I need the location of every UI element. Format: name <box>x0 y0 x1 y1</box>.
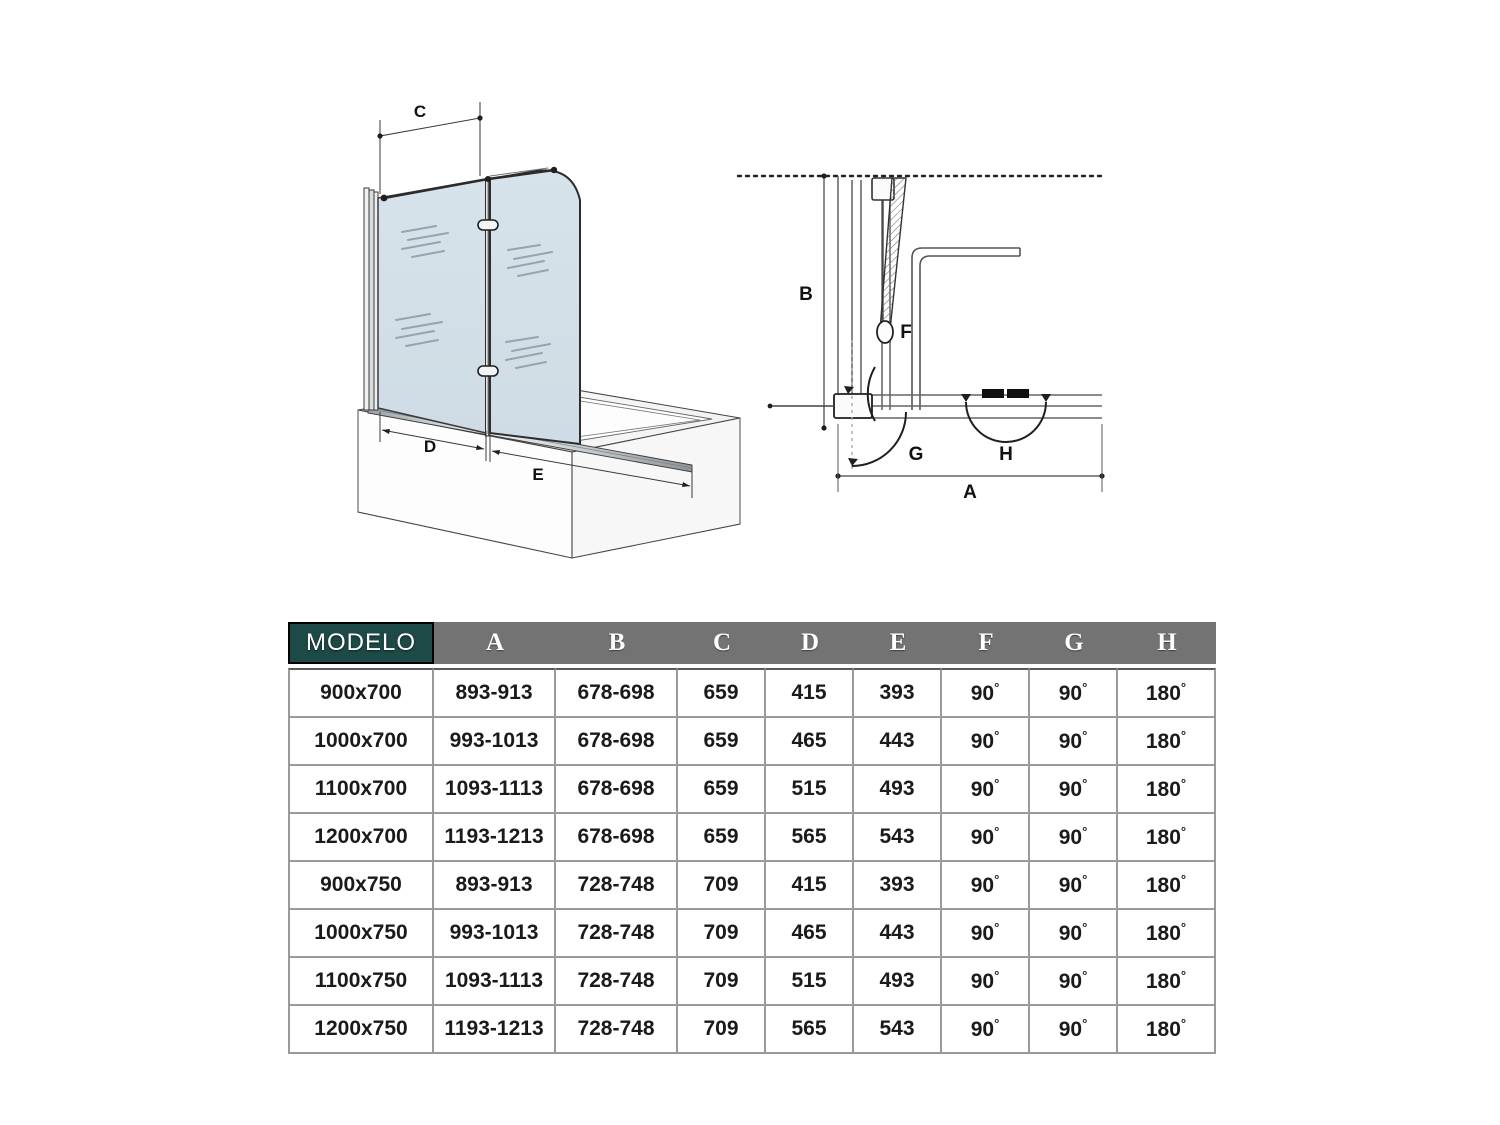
cell-g <box>1030 668 1118 718</box>
cell-h <box>1118 862 1216 910</box>
cell-e: 543 <box>854 814 942 862</box>
angle-value: 90 <box>970 778 995 801</box>
degree-symbol: ° <box>1180 872 1187 887</box>
angle-value: 90 <box>1058 730 1083 753</box>
cell-f <box>942 766 1030 814</box>
table-row <box>288 718 1216 766</box>
cell-g <box>1030 718 1118 766</box>
column-header-g: G <box>1030 622 1118 664</box>
column-header-e: E <box>854 622 942 664</box>
degree-symbol: ° <box>1082 1016 1088 1031</box>
dimension-label-a: A <box>963 482 977 503</box>
cell-c: 659 <box>678 718 766 766</box>
open-glass-leaf <box>912 248 1020 410</box>
degree-symbol: ° <box>1180 680 1187 695</box>
degree-symbol: ° <box>1180 920 1187 935</box>
cell-c: 709 <box>678 910 766 958</box>
cell-d: 515 <box>766 958 854 1006</box>
cell-b: 728-748 <box>556 1006 678 1054</box>
cell-h <box>1118 910 1216 958</box>
degree-symbol: ° <box>1082 728 1088 743</box>
cell-modelo: 1100x750 <box>288 958 434 1006</box>
cell-g <box>1030 910 1118 958</box>
degree-symbol: ° <box>1082 824 1088 839</box>
angle-arc-g <box>848 412 906 466</box>
angle-value: 180 <box>1145 970 1181 993</box>
cell-d: 515 <box>766 766 854 814</box>
perspective-view-drawing <box>340 80 760 560</box>
glass-panel-right <box>490 170 580 444</box>
cell-c: 659 <box>678 766 766 814</box>
cell-a: 1193-1213 <box>434 1006 556 1054</box>
cell-e: 393 <box>854 668 942 718</box>
cell-f <box>942 814 1030 862</box>
dimension-c <box>377 102 482 194</box>
cell-b: 678-698 <box>556 718 678 766</box>
angle-value: 90 <box>1058 682 1083 705</box>
wall-profile <box>364 188 378 410</box>
angle-value: 90 <box>1058 970 1083 993</box>
degree-symbol: ° <box>994 776 1000 791</box>
cell-h <box>1118 668 1216 718</box>
degree-symbol: ° <box>994 680 1000 695</box>
degree-symbol: ° <box>1180 1016 1187 1031</box>
degree-symbol: ° <box>1180 968 1187 983</box>
table-row <box>288 1006 1216 1054</box>
cell-g <box>1030 814 1118 862</box>
cell-d: 465 <box>766 718 854 766</box>
cell-h <box>1118 1006 1216 1054</box>
cell-f <box>942 1006 1030 1054</box>
cell-h <box>1118 958 1216 1006</box>
cell-f <box>942 718 1030 766</box>
cell-c: 659 <box>678 814 766 862</box>
table-header-row <box>288 622 1216 664</box>
vertical-rails <box>838 176 890 410</box>
cell-b: 728-748 <box>556 910 678 958</box>
cell-e: 443 <box>854 910 942 958</box>
hinge-lower <box>478 366 498 376</box>
column-header-a: A <box>434 622 556 664</box>
angle-value: 180 <box>1145 682 1181 705</box>
cell-h <box>1118 766 1216 814</box>
degree-symbol: ° <box>1082 968 1088 983</box>
angle-value: 180 <box>1145 874 1181 897</box>
cell-d: 465 <box>766 910 854 958</box>
degree-symbol: ° <box>1180 728 1187 743</box>
degree-symbol: ° <box>994 872 1000 887</box>
column-header-c: C <box>678 622 766 664</box>
cell-f <box>942 862 1030 910</box>
table-row <box>288 668 1216 718</box>
degree-symbol: ° <box>994 968 1000 983</box>
angle-value: 90 <box>970 826 995 849</box>
angle-value: 90 <box>1058 874 1083 897</box>
table-head <box>288 622 1216 668</box>
angle-value: 90 <box>970 1018 995 1041</box>
angle-value: 90 <box>1058 778 1083 801</box>
hinge-post <box>486 178 489 436</box>
cell-a: 1193-1213 <box>434 814 556 862</box>
cell-c: 709 <box>678 1006 766 1054</box>
screen-track <box>858 395 1102 418</box>
pivot-hinge-block <box>768 394 872 418</box>
degree-symbol: ° <box>1180 776 1187 791</box>
cell-b: 678-698 <box>556 668 678 718</box>
cell-modelo: 1100x700 <box>288 766 434 814</box>
cell-e: 543 <box>854 1006 942 1054</box>
cell-f <box>942 668 1030 718</box>
table-row <box>288 910 1216 958</box>
cell-f <box>942 910 1030 958</box>
degree-symbol: ° <box>1082 920 1088 935</box>
cell-modelo: 1200x700 <box>288 814 434 862</box>
column-header-b: B <box>556 622 678 664</box>
cell-a: 893-913 <box>434 668 556 718</box>
angle-value: 90 <box>1058 1018 1083 1041</box>
cell-g <box>1030 1006 1118 1054</box>
dimension-label-f: F <box>900 322 912 343</box>
degree-symbol: ° <box>1082 680 1088 695</box>
cell-e: 393 <box>854 862 942 910</box>
cell-modelo: 900x750 <box>288 862 434 910</box>
dimension-b <box>821 173 826 430</box>
cell-modelo: 900x700 <box>288 668 434 718</box>
angle-value: 90 <box>970 922 995 945</box>
cell-b: 678-698 <box>556 814 678 862</box>
cell-b: 678-698 <box>556 766 678 814</box>
table-row <box>288 814 1216 862</box>
cell-a: 893-913 <box>434 862 556 910</box>
angle-value: 180 <box>1145 826 1181 849</box>
model-dimensions-table <box>288 622 1216 1054</box>
cell-f <box>942 958 1030 1006</box>
cell-modelo: 1000x700 <box>288 718 434 766</box>
cell-d: 415 <box>766 862 854 910</box>
dimension-label-g: G <box>908 444 924 465</box>
degree-symbol: ° <box>994 824 1000 839</box>
angle-value: 180 <box>1145 730 1181 753</box>
cell-a: 1093-1113 <box>434 766 556 814</box>
angle-value: 90 <box>970 682 995 705</box>
dimension-label-b: B <box>799 284 813 305</box>
angle-value: 180 <box>1145 778 1181 801</box>
cell-g <box>1030 862 1118 910</box>
column-header-h: H <box>1118 622 1216 664</box>
angle-value: 180 <box>1145 922 1181 945</box>
dimension-label-d: D <box>423 437 437 456</box>
angle-value: 90 <box>1058 922 1083 945</box>
table-row <box>288 862 1216 910</box>
cell-g <box>1030 766 1118 814</box>
cell-d: 565 <box>766 1006 854 1054</box>
degree-symbol: ° <box>994 1016 1000 1031</box>
column-header-f: F <box>942 622 1030 664</box>
cell-modelo: 1000x750 <box>288 910 434 958</box>
column-header-modelo: MODELO <box>288 622 434 664</box>
angle-value: 180 <box>1145 1018 1181 1041</box>
cell-c: 709 <box>678 958 766 1006</box>
hinge-upper <box>478 220 498 230</box>
table-row <box>288 958 1216 1006</box>
cell-h <box>1118 718 1216 766</box>
angle-value: 90 <box>1058 826 1083 849</box>
cell-c: 659 <box>678 668 766 718</box>
angle-value: 90 <box>970 730 995 753</box>
cell-e: 443 <box>854 718 942 766</box>
cell-a: 993-1013 <box>434 910 556 958</box>
angle-value: 90 <box>970 970 995 993</box>
angle-value: 90 <box>970 874 995 897</box>
degree-symbol: ° <box>1082 872 1088 887</box>
glass-panel-left <box>378 179 486 433</box>
degree-symbol: ° <box>1082 776 1088 791</box>
column-header-d: D <box>766 622 854 664</box>
dimension-label-h: H <box>999 444 1013 465</box>
table-row <box>288 766 1216 814</box>
cell-b: 728-748 <box>556 958 678 1006</box>
handle-blocks <box>982 389 1029 398</box>
table-body <box>288 668 1216 1054</box>
plan-view-drawing <box>730 140 1110 510</box>
degree-symbol: ° <box>1180 824 1187 839</box>
cell-c: 709 <box>678 862 766 910</box>
dimension-label-c: C <box>413 102 427 121</box>
dimension-label-e: E <box>532 465 544 484</box>
degree-symbol: ° <box>994 728 1000 743</box>
cell-g <box>1030 958 1118 1006</box>
cell-modelo: 1200x750 <box>288 1006 434 1054</box>
degree-symbol: ° <box>994 920 1000 935</box>
cell-a: 1093-1113 <box>434 958 556 1006</box>
cell-e: 493 <box>854 958 942 1006</box>
cell-h <box>1118 814 1216 862</box>
cell-d: 565 <box>766 814 854 862</box>
model-dimensions-table-container <box>288 622 1208 1054</box>
cell-a: 993-1013 <box>434 718 556 766</box>
cell-d: 415 <box>766 668 854 718</box>
cell-b: 728-748 <box>556 862 678 910</box>
cell-e: 493 <box>854 766 942 814</box>
